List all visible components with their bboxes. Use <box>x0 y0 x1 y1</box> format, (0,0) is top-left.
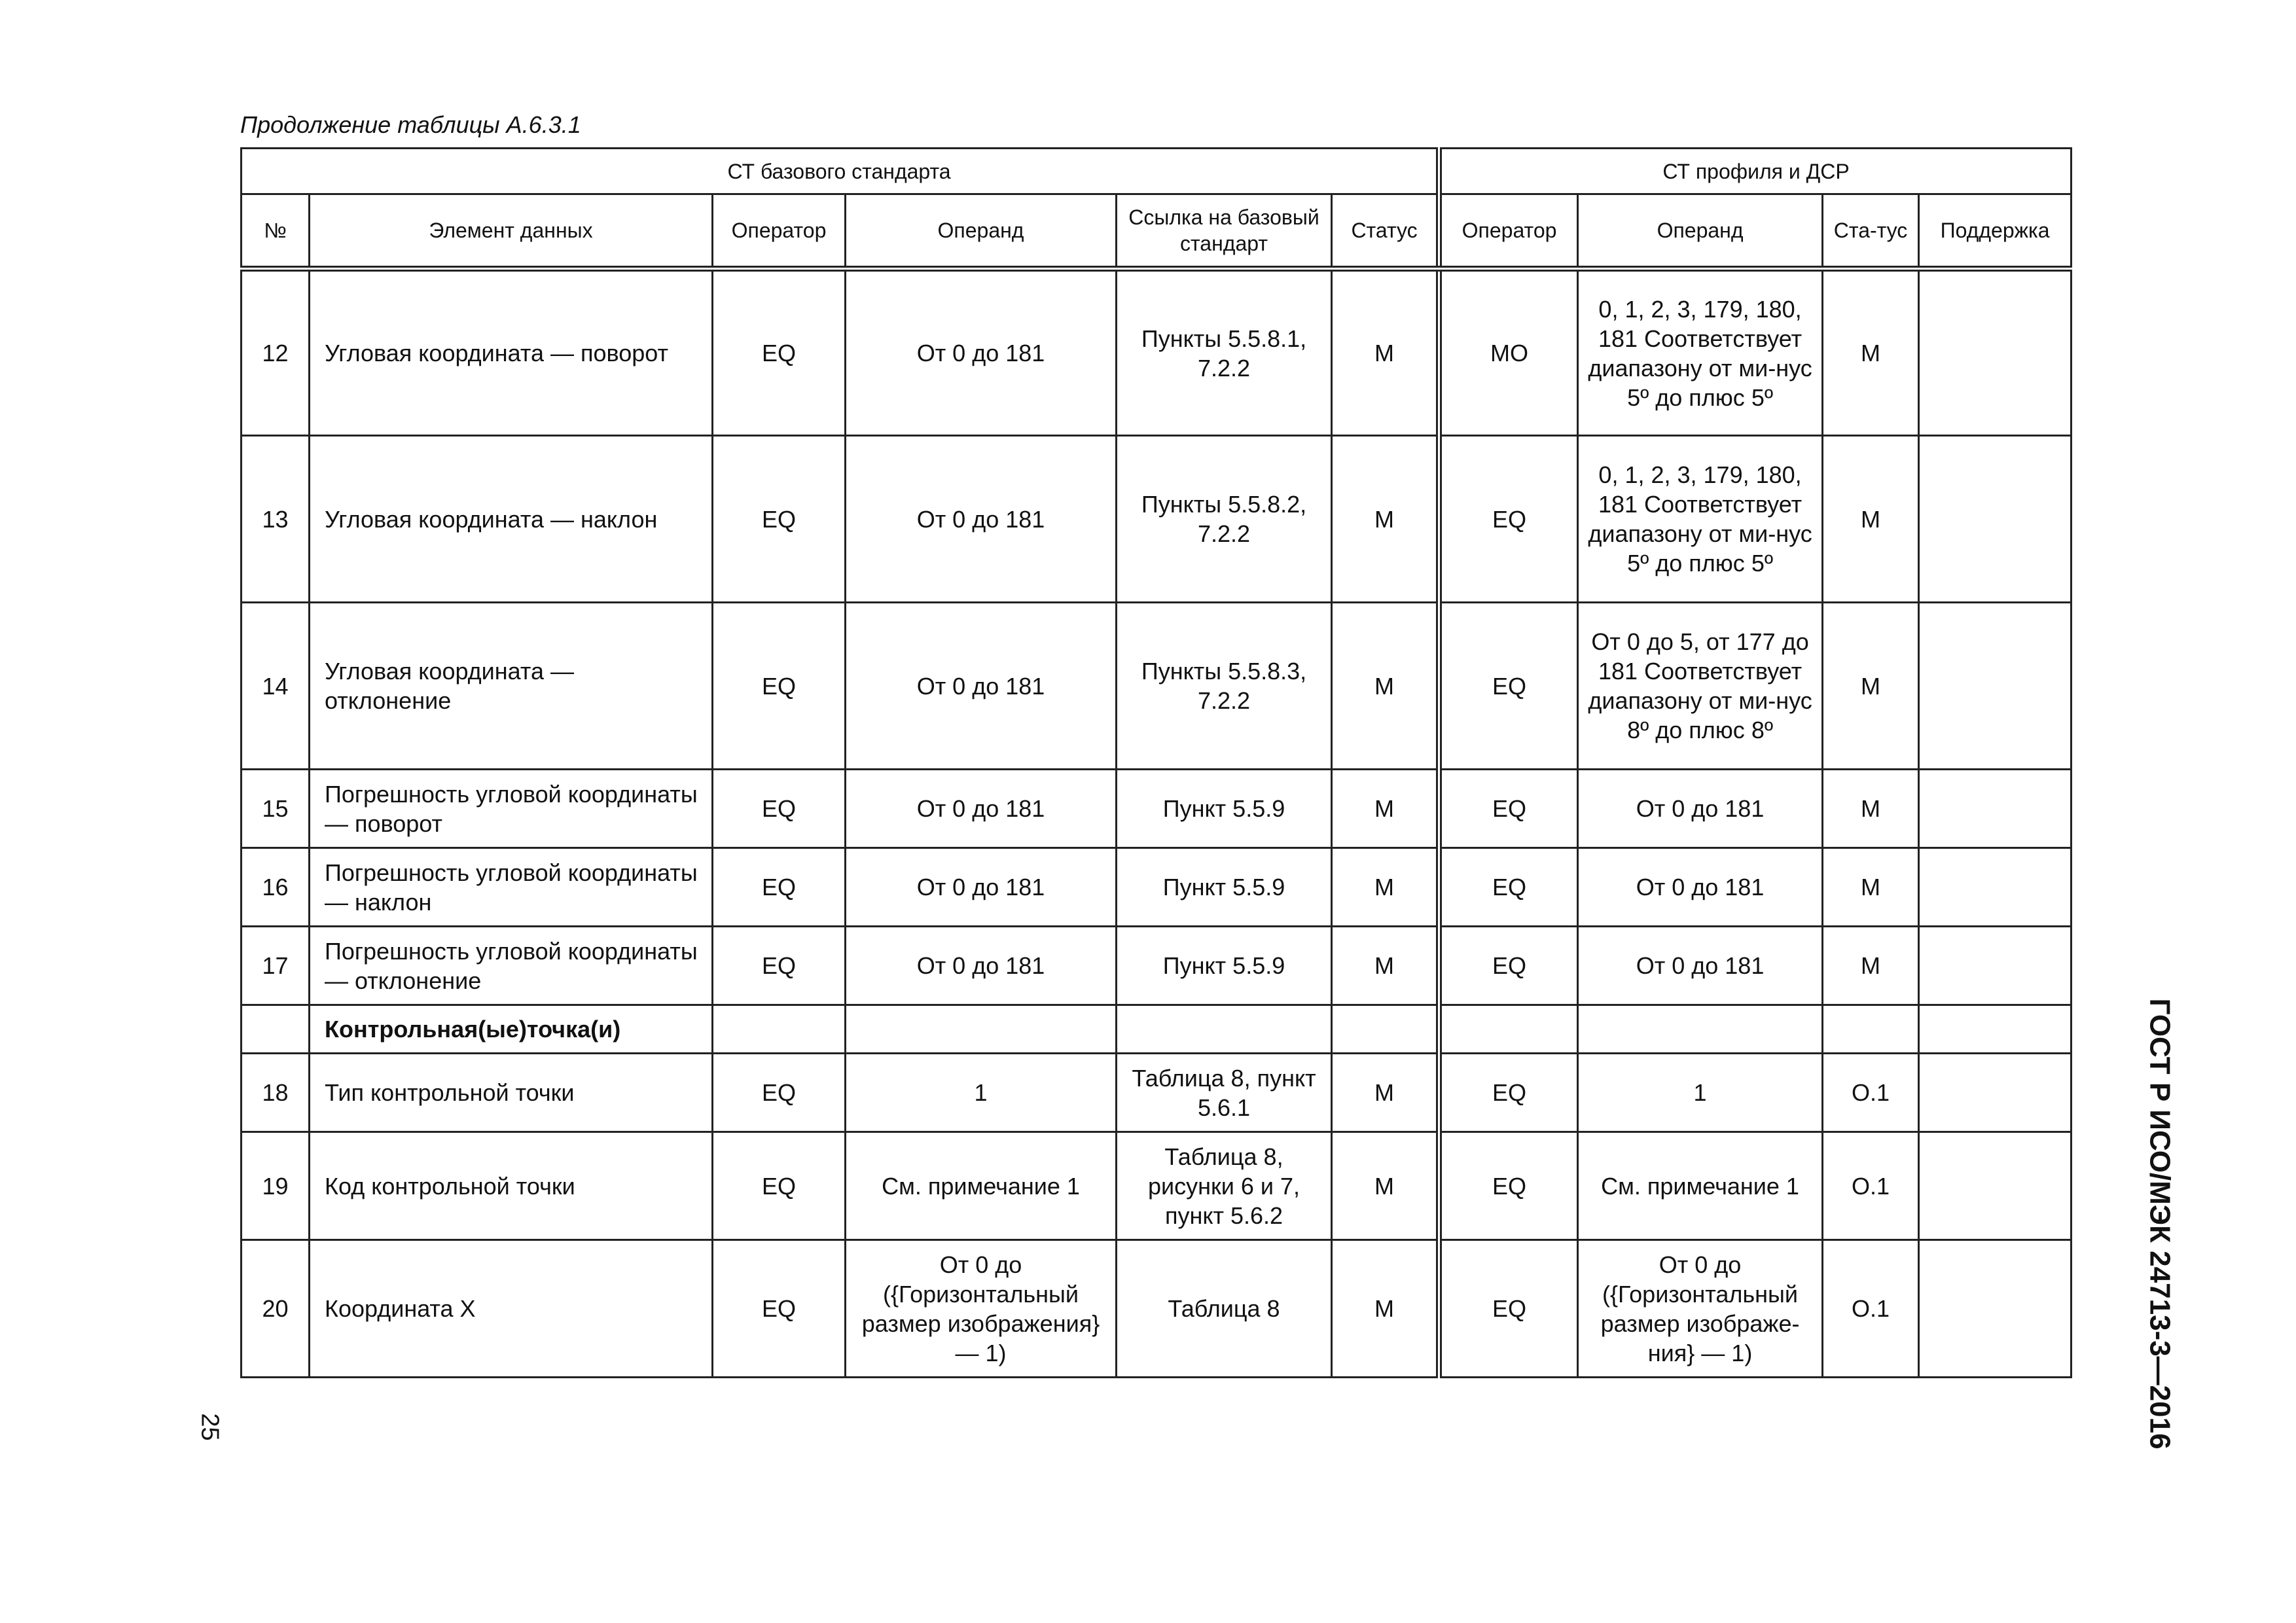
cell-no: 14 <box>242 603 310 770</box>
cell-no: 12 <box>242 269 310 436</box>
data-elements-table <box>240 147 2072 1378</box>
cell-ref: Пункт 5.5.9 <box>1117 770 1332 848</box>
cell-status: M <box>1332 770 1439 848</box>
cell-profile-operator: EQ <box>1439 927 1578 1005</box>
table-row <box>242 848 2072 927</box>
table-caption: Продолжение таблицы А.6.3.1 <box>240 111 581 138</box>
cell-element: Координата X <box>310 1240 713 1378</box>
cell-profile-operand: От 0 до ({Горизонтальный размер изображе-ния} — 1) <box>1578 1240 1823 1378</box>
header-base-standard: СТ базового стандарта <box>242 149 1439 194</box>
cell-ref: Пункты 5.5.8.1, 7.2.2 <box>1117 269 1332 436</box>
cell-profile-status: M <box>1823 927 1919 1005</box>
table-row <box>242 436 2072 603</box>
cell-profile-status: O.1 <box>1823 1054 1919 1132</box>
cell-ref: Таблица 8, рисунки 6 и 7, пункт 5.6.2 <box>1117 1132 1332 1240</box>
cell-status: M <box>1332 1240 1439 1378</box>
cell-element: Угловая координата — отклонение <box>310 603 713 770</box>
cell-element: Погрешность угловой координаты — отклонение <box>310 927 713 1005</box>
cell-profile-operand: От 0 до 181 <box>1578 927 1823 1005</box>
page-number <box>190 1400 229 1453</box>
cell-status: M <box>1332 1054 1439 1132</box>
header-group-row <box>242 149 2072 194</box>
cell-profile-operand: См. примечание 1 <box>1578 1132 1823 1240</box>
table-row <box>242 269 2072 436</box>
cell-profile-operator: EQ <box>1439 603 1578 770</box>
cell-operator: EQ <box>713 436 846 603</box>
cell-operator: EQ <box>713 603 846 770</box>
header-columns-row <box>242 194 2072 269</box>
cell-operator: EQ <box>713 1054 846 1132</box>
cell-no: 16 <box>242 848 310 927</box>
cell-ref: Пункты 5.5.8.2, 7.2.2 <box>1117 436 1332 603</box>
cell-support <box>1919 436 2072 603</box>
cell-profile-operand: 0, 1, 2, 3, 179, 180, 181 Соответствует диапазону от ми-нус 5º до плюс 5º <box>1578 436 1823 603</box>
cell-support <box>1919 269 2072 436</box>
cell-status: M <box>1332 848 1439 927</box>
cell-status: M <box>1332 269 1439 436</box>
cell-operand: От 0 до 181 <box>846 269 1117 436</box>
header-profile: СТ профиля и ДСР <box>1439 149 2072 194</box>
cell-profile-status: O.1 <box>1823 1132 1919 1240</box>
cell-profile-operator: EQ <box>1439 848 1578 927</box>
cell-element: Угловая координата — поворот <box>310 269 713 436</box>
cell-profile-operator: EQ <box>1439 770 1578 848</box>
cell-profile-operand: 0, 1, 2, 3, 179, 180, 181 Соответствует диапазону от ми-нус 5º до плюс 5º <box>1578 269 1823 436</box>
table-row <box>242 1054 2072 1132</box>
cell-ref: Таблица 8 <box>1117 1240 1332 1378</box>
header-element: Элемент данных <box>310 194 713 269</box>
cell-operator: EQ <box>713 770 846 848</box>
cell-ref: Таблица 8, пункт 5.6.1 <box>1117 1054 1332 1132</box>
header-operand: Операнд <box>846 194 1117 269</box>
cell-no: 17 <box>242 927 310 1005</box>
cell-profile-operator: EQ <box>1439 1132 1578 1240</box>
cell-support <box>1919 1240 2072 1378</box>
cell-element: Тип контрольной точки <box>310 1054 713 1132</box>
cell-profile-operator: EQ <box>1439 1054 1578 1132</box>
cell-operand: См. примечание 1 <box>846 1132 1117 1240</box>
cell-profile-operator: EQ <box>1439 1240 1578 1378</box>
cell-operand: От 0 до 181 <box>846 770 1117 848</box>
cell-profile-status: M <box>1823 848 1919 927</box>
cell-profile-status: M <box>1823 436 1919 603</box>
cell-operator: EQ <box>713 1132 846 1240</box>
cell-operator: EQ <box>713 1240 846 1378</box>
header-ref: Ссылка на базовый стандарт <box>1117 194 1332 269</box>
cell-support <box>1919 770 2072 848</box>
cell-status: M <box>1332 1132 1439 1240</box>
cell-support <box>1919 848 2072 927</box>
table-row <box>242 603 2072 770</box>
cell-status: M <box>1332 603 1439 770</box>
cell-operand: От 0 до 181 <box>846 848 1117 927</box>
section-label: Контрольная(ые)точка(и) <box>310 1005 713 1054</box>
cell-operand: От 0 до ({Горизонтальный размер изображения} — 1) <box>846 1240 1117 1378</box>
cell-status: M <box>1332 927 1439 1005</box>
cell-operand: От 0 до 181 <box>846 603 1117 770</box>
cell-profile-operator: EQ <box>1439 436 1578 603</box>
cell-element: Погрешность угловой координаты — поворот <box>310 770 713 848</box>
cell-status: M <box>1332 436 1439 603</box>
page-number-text: 25 <box>196 1412 224 1441</box>
cell-operator: EQ <box>713 848 846 927</box>
cell-profile-status: O.1 <box>1823 1240 1919 1378</box>
cell-support <box>1919 1054 2072 1132</box>
cell-no: 13 <box>242 436 310 603</box>
cell-no: 18 <box>242 1054 310 1132</box>
cell-no: 15 <box>242 770 310 848</box>
cell-element: Угловая координата — наклон <box>310 436 713 603</box>
table-row <box>242 770 2072 848</box>
cell-support <box>1919 1132 2072 1240</box>
cell-profile-operand: 1 <box>1578 1054 1823 1132</box>
cell-ref: Пункт 5.5.9 <box>1117 848 1332 927</box>
header-profile-status: Ста-тус <box>1823 194 1919 269</box>
header-status: Статус <box>1332 194 1439 269</box>
cell-operand: От 0 до 181 <box>846 927 1117 1005</box>
table-row <box>242 1240 2072 1378</box>
cell-profile-status: M <box>1823 603 1919 770</box>
cell-operand: От 0 до 181 <box>846 436 1117 603</box>
cell-element: Код контрольной точки <box>310 1132 713 1240</box>
header-support: Поддержка <box>1919 194 2072 269</box>
section-row <box>242 1005 2072 1054</box>
cell-profile-operator: MO <box>1439 269 1578 436</box>
cell-profile-status: M <box>1823 269 1919 436</box>
cell-ref: Пункт 5.5.9 <box>1117 927 1332 1005</box>
cell-profile-operand: От 0 до 181 <box>1578 770 1823 848</box>
header-profile-operand: Операнд <box>1578 194 1823 269</box>
cell-ref: Пункты 5.5.8.3, 7.2.2 <box>1117 603 1332 770</box>
document-designation-text: ГОСТ Р ИСО/МЭК 24713-3—2016 <box>2144 998 2176 1450</box>
table-row <box>242 927 2072 1005</box>
cell-operator: EQ <box>713 927 846 1005</box>
cell-no: 20 <box>242 1240 310 1378</box>
cell-support <box>1919 603 2072 770</box>
cell-no: 19 <box>242 1132 310 1240</box>
cell-operator: EQ <box>713 269 846 436</box>
header-profile-operator: Оператор <box>1439 194 1578 269</box>
cell-element: Погрешность угловой координаты — наклон <box>310 848 713 927</box>
cell-profile-operand: От 0 до 181 <box>1578 848 1823 927</box>
cell-support <box>1919 927 2072 1005</box>
cell-profile-operand: От 0 до 5, от 177 до 181 Соответствует диапазону от ми-нус 8º до плюс 8º <box>1578 603 1823 770</box>
cell-profile-status: M <box>1823 770 1919 848</box>
document-designation <box>2140 998 2179 1450</box>
table-row <box>242 1132 2072 1240</box>
header-operator: Оператор <box>713 194 846 269</box>
cell-operand: 1 <box>846 1054 1117 1132</box>
header-no: № <box>242 194 310 269</box>
